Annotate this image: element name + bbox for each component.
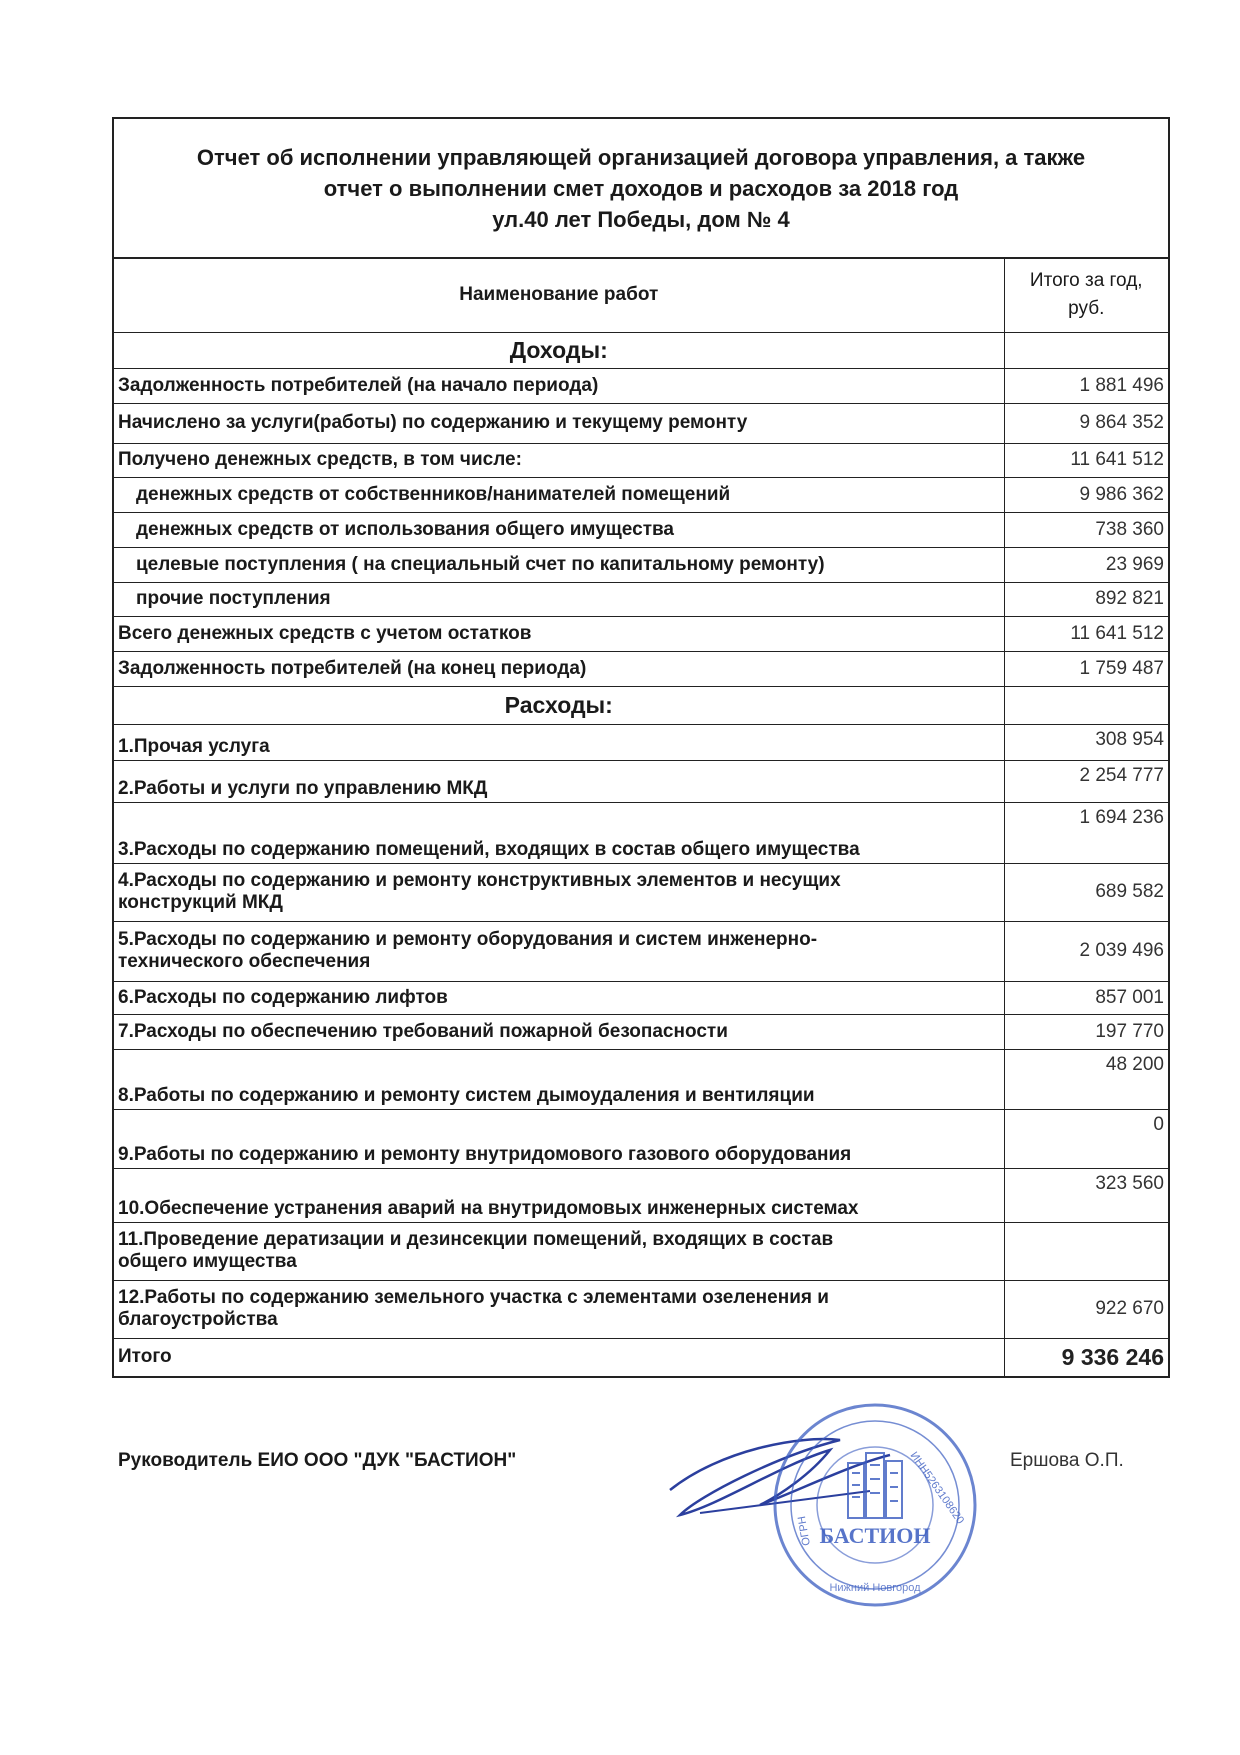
expense-section-label: Расходы: [114, 686, 1004, 724]
table-row [114, 1109, 1168, 1168]
row-label: 7.Расходы по обеспечению требований пожарной безопасности [114, 1014, 1004, 1049]
total-row [114, 1338, 1168, 1376]
table-row [114, 863, 1168, 921]
expense-section-row [114, 686, 1168, 724]
table-row [114, 651, 1168, 686]
row-label: 6.Расходы по содержанию лифтов [114, 981, 1004, 1014]
row-value: 323 560 [1004, 1168, 1168, 1222]
row-label: 1.Прочая услуга [114, 724, 1004, 760]
row-label: денежных средств от собственников/нанимателей помещений [114, 477, 1004, 512]
report-table [114, 259, 1168, 1376]
row-label-line2: благоустройства [118, 1309, 278, 1330]
row-value: 1 881 496 [1004, 368, 1168, 403]
row-value: 1 759 487 [1004, 651, 1168, 686]
report-title [114, 119, 1168, 259]
row-label: Начислено за услуги(работы) по содержанию и текущему ремонту [114, 403, 1004, 443]
row-label: целевые поступления ( на специальный счет по капитальному ремонту) [114, 547, 1004, 582]
table-row [114, 1222, 1168, 1280]
stamp-company-name: БАСТИОН [819, 1523, 931, 1548]
row-label [114, 863, 1004, 921]
signatory-name: Ершова О.П. [1010, 1450, 1124, 1471]
row-label-line1: 4.Расходы по содержанию и ремонту конструктивных элементов и несущих [118, 870, 841, 891]
row-value [1004, 1222, 1168, 1280]
row-value: 2 039 496 [1004, 921, 1168, 981]
row-label: 2.Работы и услуги по управлению МКД [114, 760, 1004, 802]
row-label: 3.Расходы по содержанию помещений, входящих в состав общего имущества [114, 802, 1004, 863]
table-row [114, 921, 1168, 981]
report-frame [112, 117, 1170, 1378]
row-label-line1: 11.Проведение дератизации и дезинсекции помещений, входящих в состав [118, 1229, 834, 1250]
header-name: Наименование работ [114, 259, 1004, 332]
header-value [1004, 259, 1168, 332]
row-value: 892 821 [1004, 582, 1168, 616]
table-row [114, 547, 1168, 582]
row-label-line2: общего имущества [118, 1251, 297, 1272]
row-label: Получено денежных средств, в том числе: [114, 443, 1004, 477]
income-section-row [114, 332, 1168, 368]
stamp-inn: ИНН5263108620 [907, 1449, 967, 1527]
income-section-label: Доходы: [114, 332, 1004, 368]
row-value: 922 670 [1004, 1280, 1168, 1338]
row-label-line1: 12.Работы по содержанию земельного участка с элементами озеленения и [118, 1287, 829, 1308]
row-value: 1 694 236 [1004, 802, 1168, 863]
table-row [114, 477, 1168, 512]
table-row [114, 1049, 1168, 1109]
table-header-row [114, 259, 1168, 332]
row-label [114, 921, 1004, 981]
row-label: 8.Работы по содержанию и ремонту систем дымоудаления и вентиляции [114, 1049, 1004, 1109]
row-label: Всего денежных средств с учетом остатков [114, 616, 1004, 651]
table-row [114, 1280, 1168, 1338]
row-label-line2: конструкций МКД [118, 892, 283, 913]
row-value: 689 582 [1004, 863, 1168, 921]
row-label-line1: 5.Расходы по содержанию и ремонту оборудования и систем инженерно- [118, 929, 818, 950]
row-label: прочие поступления [114, 582, 1004, 616]
table-row [114, 802, 1168, 863]
row-label: Задолженность потребителей (на начало периода) [114, 368, 1004, 403]
row-label [114, 1280, 1004, 1338]
stamp-city: Нижний Новгород [829, 1582, 921, 1594]
title-line-2: отчет о выполнении смет доходов и расходов за 2018 год [323, 175, 959, 201]
row-value: 308 954 [1004, 724, 1168, 760]
row-value: 11 641 512 [1004, 443, 1168, 477]
title-line-1: Отчет об исполнении управляющей организацией договора управления, а также [196, 144, 1086, 170]
stamp-ogrn: ОГРН [795, 1515, 813, 1547]
company-stamp [660, 1395, 990, 1625]
row-label: денежных средств от использования общего имущества [114, 512, 1004, 547]
row-value: 11 641 512 [1004, 616, 1168, 651]
row-label-line2: технического обеспечения [118, 951, 371, 972]
row-value: 9 986 362 [1004, 477, 1168, 512]
table-row [114, 981, 1168, 1014]
row-value: 2 254 777 [1004, 760, 1168, 802]
row-value: 0 [1004, 1109, 1168, 1168]
row-value: 857 001 [1004, 981, 1168, 1014]
total-value: 9 336 246 [1004, 1338, 1168, 1376]
title-line-3: ул.40 лет Победы, дом № 4 [492, 206, 790, 232]
table-row [114, 724, 1168, 760]
table-row [114, 1168, 1168, 1222]
table-row [114, 616, 1168, 651]
row-value: 738 360 [1004, 512, 1168, 547]
header-value-line2: руб. [1068, 298, 1105, 320]
table-row [114, 368, 1168, 403]
row-value: 23 969 [1004, 547, 1168, 582]
header-value-line1: Итого за год, [1029, 270, 1143, 292]
table-row [114, 443, 1168, 477]
row-label: Задолженность потребителей (на конец периода) [114, 651, 1004, 686]
row-value: 48 200 [1004, 1049, 1168, 1109]
row-value: 9 864 352 [1004, 403, 1168, 443]
total-label: Итого [114, 1338, 1004, 1376]
table-row [114, 512, 1168, 547]
row-label [114, 1222, 1004, 1280]
row-label: 10.Обеспечение устранения аварий на внутридомовых инженерных системах [114, 1168, 1004, 1222]
table-row [114, 1014, 1168, 1049]
table-row [114, 403, 1168, 443]
empty-cell [1004, 686, 1168, 724]
table-row [114, 582, 1168, 616]
signatory-position: Руководитель ЕИО ООО "ДУК "БАСТИОН" [118, 1450, 517, 1471]
empty-cell [1004, 332, 1168, 368]
row-label: 9.Работы по содержанию и ремонту внутридомового газового оборудования [114, 1109, 1004, 1168]
table-row [114, 760, 1168, 802]
row-value: 197 770 [1004, 1014, 1168, 1049]
building-icon [848, 1453, 902, 1518]
